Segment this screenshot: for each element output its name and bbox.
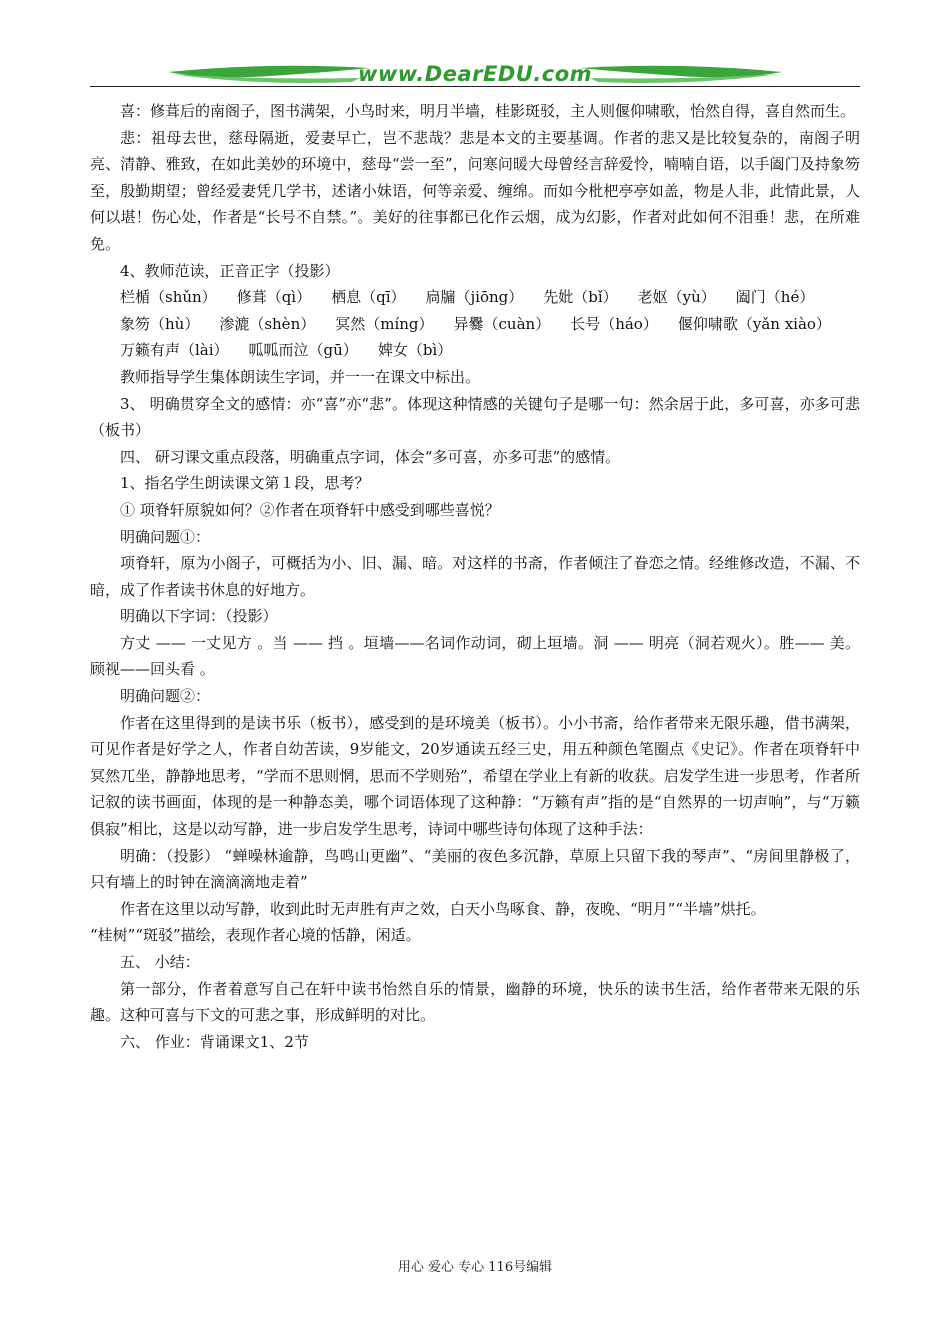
- paragraph-xi: 喜：修葺后的南阁子，图书满架，小鸟时来，明月半墙，桂影斑驳，主人则偃仰啸歌，怡然自得，喜自然而生。: [120, 102, 856, 120]
- answer-2-label: 明确问题②：: [120, 687, 211, 706]
- answer-1-text: 项脊轩，原为小阁子，可概括为小、旧、漏、暗。对这样的书斋，作者倾注了眷恋之情。经维修改造，不漏、不暗，成了作者读书休息的好地方。: [90, 554, 860, 599]
- pinyin-item: 栖息（qī）: [331, 288, 406, 307]
- pinyin-item: 阖门（hé）: [735, 288, 815, 307]
- summary-text: 第一部分，作者着意写自己在轩中读书怡然自乐的情景，幽静的环境，快乐的读书生活，给作者带来无限的乐趣。这种可喜与下文的可悲之事，形成鲜明的对比。: [90, 979, 860, 1025]
- paragraph-static: 作者在这里以动写静，收到此时无声胜有声之效，白天小鸟啄食、静，夜晚、“明月”“半墙”烘托。: [120, 899, 766, 918]
- pinyin-item: 扃牖（jiōng）: [425, 288, 524, 307]
- vocab-text: 方丈 —— 一丈见方 。当 —— 挡 。垣墙——名词作动词，砌上垣墙。洞 —— 明亮（洞若观火）。胜—— 美。顾视——回头看 。: [90, 633, 860, 679]
- questions-line: ① 项脊轩原貌如何？②作者在项脊轩中感受到哪些喜悦？: [120, 500, 500, 519]
- section-4-heading: 四、 研习课文重点段落，明确重点字词，体会“多可喜，亦多可悲”的感情。: [120, 447, 621, 466]
- step-3-heading: 3、 明确贯穿全文的感情：亦“喜”亦“悲”。体现这种情感的关键句子是哪一句：然余居于此，多可喜，亦多可悲（板书）: [90, 394, 860, 440]
- pinyin-item: 象笏（hù）: [120, 314, 200, 333]
- pinyin-list: [90, 284, 860, 364]
- poem-examples: 明确：（投影） “蝉噪林逾静，鸟鸣山更幽”、“美丽的夜色多沉静，草原上只留下我的琴声”、“房间里静极了，只有墙上的时钟在滴滴滴地走着”: [90, 846, 860, 892]
- pinyin-item: 先妣（bǐ）: [543, 288, 618, 307]
- section-5-heading: 五、 小结：: [120, 953, 200, 971]
- pinyin-item: 老妪（yù）: [637, 288, 716, 307]
- document-body: [90, 98, 860, 1055]
- paragraph-static-cont: “桂树”“斑驳”描绘，表现作者心境的恬静，闲适。: [90, 926, 421, 945]
- paragraph-bei: 悲：祖母去世，慈母隔逝，爱妻早亡，岂不悲哉？悲是本文的主要基调。作者的悲又是比较复杂的，南阁子明亮、清静、雅致，在如此美妙的环境中，慈母“尝一至”，问寒问暖大母曾经言辞爱怜，喃喃自语，以手阖门及持象笏至，殷勤期望；曾经爱妻凭几学书，述诸小妹语，何等亲爱、缠绵。而如今枇杷亭亭如盖，物是人非，此情此景，人何以堪！伤心处，作者是“长号不自禁。”。美好的往事都已化作云烟，成为幻影，作者对此如何不泪垂！悲，在所难免。: [90, 128, 860, 253]
- pinyin-item: 渗漉（shèn）: [219, 314, 316, 333]
- section-6-homework: 六、 作业：背诵课文1、2节: [120, 1032, 309, 1051]
- pinyin-item: 婢女（bì）: [377, 341, 453, 360]
- pinyin-item: 异爨（cuàn）: [453, 314, 551, 333]
- pinyin-item: 栏楯（shǔn）: [120, 288, 217, 307]
- pinyin-item: 修葺（qì）: [236, 288, 312, 307]
- pinyin-item: 长号（háo）: [570, 314, 658, 333]
- pinyin-item: 偃仰啸歌（yǎn xiào）: [677, 314, 831, 333]
- pinyin-item: 呱呱而泣（gū）: [248, 341, 358, 360]
- vocab-heading: 明确以下字词：（投影）: [120, 607, 278, 626]
- paragraph-read-aloud: 教师指导学生集体朗读生字词，并一一在课文中标出。: [120, 367, 481, 386]
- header-rule: [90, 86, 860, 87]
- answer-2-text: 作者在这里得到的是读书乐（板书），感受到的是环境美（板书）。小小书斋，给作者带来无限乐趣，借书满架，可见作者是好学之人，作者自幼苦读，9岁能文，20岁通读五经三史，用五种颜色笔圈点《史记》。作者在项脊轩中冥然兀坐，静静地思考，“学而不思则惘，思而不学则殆”，希望在学业上有新的收获。启发学生进一步思考，作者所记叙的读书画面，体现的是一种静态美，哪个词语体现了这种静：“万籁有声”指的是“自然界的一切声响”，与“万籁俱寂”相比，这是以动写静，进一步启发学生思考，诗词中哪些诗句体现了这种手法：: [90, 713, 860, 839]
- site-logo[interactable]: www.DearEDU.com: [357, 62, 593, 86]
- pinyin-item: 冥然（míng）: [335, 314, 434, 333]
- page-footer: 用心 爱心 专心 116号编辑: [397, 1260, 553, 1275]
- answer-1-label: 明确问题①：: [120, 527, 211, 546]
- step-1-heading: 1、指名学生朗读课文第１段，思考？: [120, 474, 370, 493]
- step-4-heading: 4、教师范读，正音正字（投影）: [120, 261, 340, 280]
- pinyin-item: 万籁有声（lài）: [120, 341, 229, 360]
